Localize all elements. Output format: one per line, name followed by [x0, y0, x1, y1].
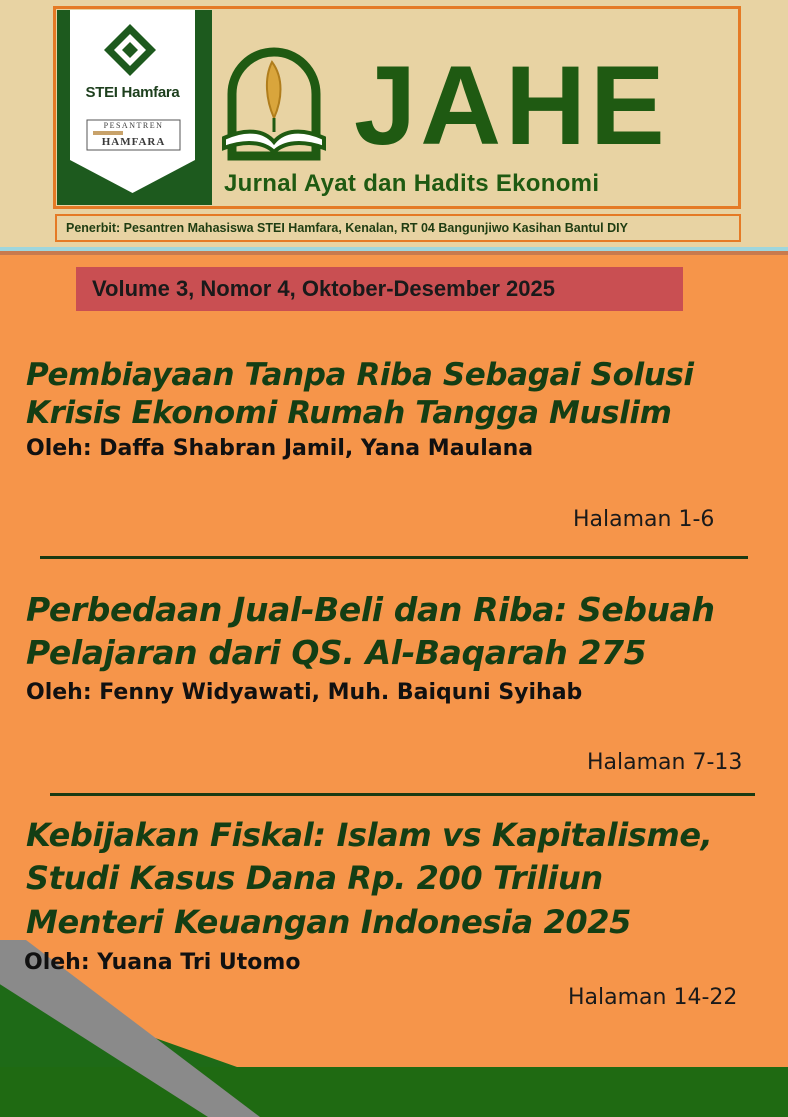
- stei-diamond-icon: [102, 22, 158, 78]
- header-divider-brown: [0, 251, 788, 255]
- institution-name: STEI Hamfara: [85, 84, 180, 101]
- article-3-title-line-2: Studi Kasus Dana Rp. 200 Triliun: [26, 859, 603, 897]
- article-2-pages: Halaman 7-13: [587, 750, 743, 775]
- pesantren-label: PESANTREN: [103, 121, 164, 130]
- footer-green-strip: [0, 1067, 788, 1117]
- article-3-title-line-1: Kebijakan Fiskal: Islam vs Kapitalisme,: [26, 816, 713, 854]
- publisher-line: Penerbit: Pesantren Mahasiswa STEI Hamfara, Kenalan, RT 04 Bangunjiwo Kasihan Bantul DIY: [55, 214, 741, 242]
- article-2-title-line-1: Perbedaan Jual-Beli dan Riba: Sebuah: [26, 590, 715, 629]
- article-2-author: Oleh: Fenny Widyawati, Muh. Baiquni Syihab: [26, 680, 583, 705]
- article-3-author: Oleh: Yuana Tri Utomo: [24, 950, 301, 975]
- article-1-pages: Halaman 1-6: [573, 507, 715, 532]
- journal-name: Jurnal Ayat dan Hadits Ekonomi: [224, 170, 600, 197]
- article-divider-2: [50, 793, 755, 796]
- hamfara-label: HAMFARA: [101, 136, 166, 148]
- article-1-author: Oleh: Daffa Shabran Jamil, Yana Maulana: [26, 436, 534, 461]
- article-2-title-line-2: Pelajaran dari QS. Al-Baqarah 275: [26, 633, 647, 672]
- article-3-pages: Halaman 14-22: [568, 985, 738, 1010]
- article-1-title-line-1: Pembiayaan Tanpa Riba Sebagai Solusi: [26, 357, 694, 393]
- article-1-title-line-2: Krisis Ekonomi Rumah Tangga Muslim: [26, 395, 672, 431]
- book-quill-emblem-icon: [216, 44, 332, 164]
- volume-label: Volume 3, Nomor 4, Oktober-Desember 2025: [92, 276, 555, 301]
- article-3-title-line-3: Menteri Keuangan Indonesia 2025: [26, 903, 632, 941]
- journal-acronym: JAHE: [354, 43, 669, 168]
- article-divider-1: [40, 556, 748, 559]
